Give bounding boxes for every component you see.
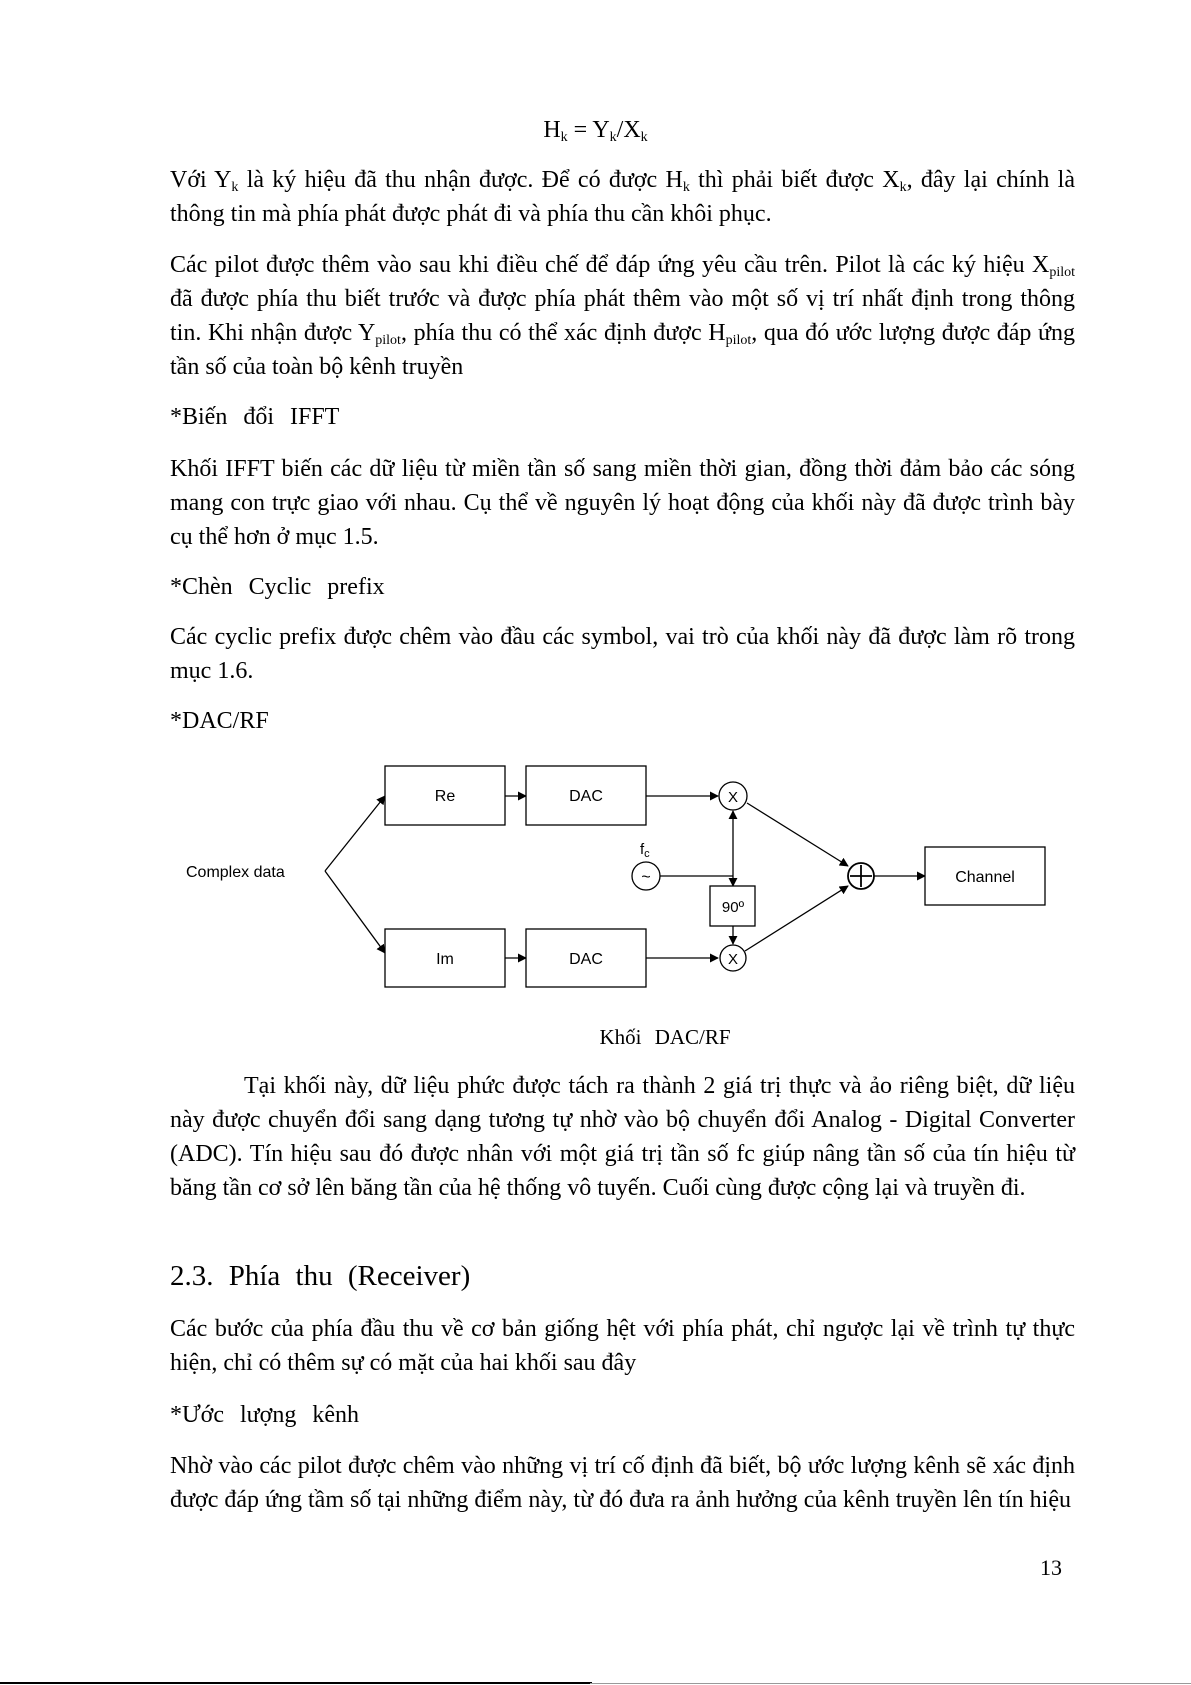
heading-dac-rf: *DAC/RF <box>170 708 269 734</box>
paragraph-receiver: Các bước của phía đầu thu về cơ bản giống hệt với phía phát, chỉ ngược lại về trình tự thực hiện, chỉ có thêm sự có mặt của hai khối sau đây <box>170 1316 1075 1376</box>
paragraph-symbol-estimate: Với $Y_k$ là ký hiệu đã thu nhận được. Để có được $H_k$ thì phải biết được $X_k$, đây lại chính là thông tin mà phía phát được phát đi và phía thu cần khôi phục. <box>170 167 1075 227</box>
paragraph-pilot: Các pilot được thêm vào sau khi điều chế để đáp ứng yêu cầu trên. Pilot là các ký hiệu $X_{pilot}$ đã được phía thu biết trước và được phía phát thêm vào một số vị trí nhất định trong thông tin. Khi nhận được $Y_{pilot}$, phía thu có thể xác định được $H_{pilot}$, qua đó ước lượng được đáp ứng tần số của toàn bộ kênh truyền <box>170 252 1076 380</box>
heading-cyclic-prefix: *Chèn Cyclic prefix <box>170 574 385 600</box>
section-title-receiver: 2.3. Phía thu (Receiver) <box>170 1260 471 1292</box>
paragraph-cyclic-prefix: Các cyclic prefix được chêm vào đầu các symbol, vai trò của khối này đã được làm rõ trong mục 1.6. <box>170 624 1075 684</box>
complex-data-label: Complex data <box>186 864 285 881</box>
page-number: 13 <box>1040 1555 1062 1580</box>
channel-label: Channel <box>955 869 1015 886</box>
oscillator <box>632 841 660 890</box>
paragraph-channel-estimation: Nhờ vào các pilot được chêm vào những vị trí cố định đã biết, bộ ước lượng kênh sẽ xác định được đáp ứng tầm số tại những điểm này, từ đó đưa ra ảnh hưởng của kênh truyền lên tín hiệu <box>170 1453 1075 1513</box>
oscillator-symbol: ~ <box>641 869 651 886</box>
dac-bottom-label: DAC <box>569 951 603 968</box>
bottom-divider-light <box>590 1683 1191 1684</box>
figure-caption: Khối DAC/RF <box>599 1025 731 1049</box>
re-block-label: Re <box>434 788 456 805</box>
channel-formula: $H_k = Y_k/X_k$ <box>543 117 648 145</box>
dac-top-block <box>526 766 646 825</box>
paragraph-dac-rf: Tại khối này, dữ liệu phức được tách ra thành 2 giá trị thực và ảo riêng biệt, dữ liệu này được chuyển đổi sang dạng tương tự nhờ vào bộ chuyển đổi Analog - Digital Converter (ADC). Tín hiệu sau đó được nhân với một giá trị tần số fc giúp nâng tần số của tín hiệu từ băng tần cơ sở lên băng tần của hệ thống vô tuyến. Cuối cùng được cộng lại và truyền đi. <box>170 1073 1075 1201</box>
split-arrows <box>325 796 385 953</box>
dac-bottom-block <box>526 929 646 987</box>
oscillator-label: $f_c$ <box>640 841 650 860</box>
mixer-top-label: X <box>727 789 739 806</box>
mixer-top <box>719 782 747 810</box>
re-block <box>385 766 505 825</box>
im-block-label: Im <box>436 951 454 968</box>
mixer-bottom-label: X <box>727 951 739 968</box>
mixer-top-to-sum-arrow <box>747 803 848 866</box>
dac-top-label: DAC <box>569 788 603 805</box>
paragraph-ifft: Khối IFFT biến các dữ liệu từ miền tần số sang miền thời gian, đồng thời đảm bảo các sóng mang con trực giao với nhau. Cụ thể về nguyên lý hoạt động của khối này đã được trình bày cụ thể hơn ở mục 1.5. <box>170 456 1075 550</box>
bottom-divider <box>0 1682 592 1684</box>
phase-shift-label: 90º <box>721 899 745 916</box>
im-block <box>385 929 505 987</box>
heading-ifft: *Biến đổi IFFT <box>170 404 340 430</box>
summer <box>848 863 874 889</box>
channel-block <box>925 847 1045 905</box>
mixer-bottom-to-sum-arrow <box>745 886 848 951</box>
phase-shift-block <box>710 886 755 926</box>
mixer-bottom <box>720 945 746 971</box>
heading-channel-estimation: *Ước lượng kênh <box>170 1402 359 1428</box>
